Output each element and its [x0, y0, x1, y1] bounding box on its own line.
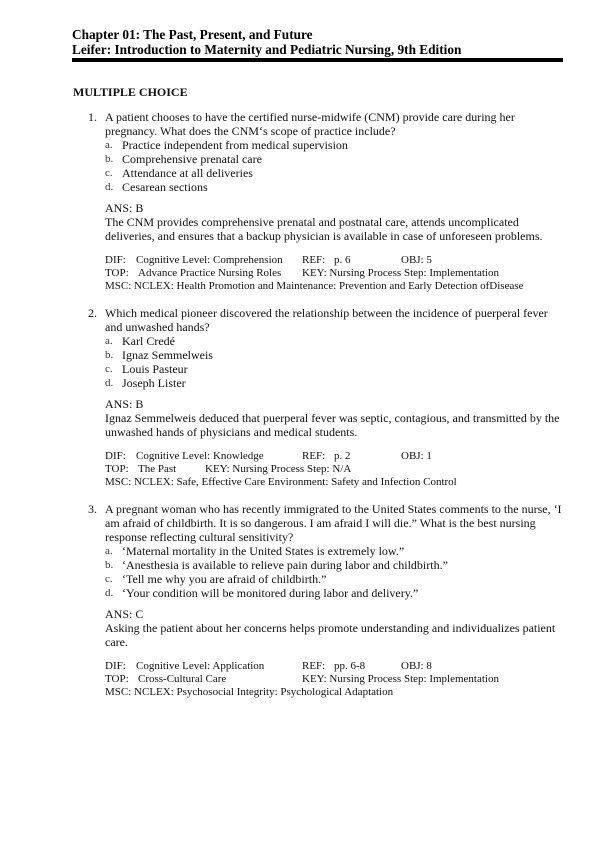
- question-number: 3.: [88, 502, 97, 516]
- question-text: A patient chooses to have the certified nurse-midwife (CNM) provide care during her pregnancy. What does the CNM‘s scope of practice include?: [105, 110, 515, 138]
- option-text: Practice independent from medical supervision: [122, 138, 348, 152]
- option-letter: d.: [105, 587, 114, 599]
- msc-value: MSC: NCLEX: Health Promotion and Maintenance: Prevention and Early Detection ofDisease: [105, 280, 524, 292]
- answer: ANS: C: [105, 607, 144, 621]
- ref-value: p. 2: [334, 450, 351, 462]
- option-letter: b.: [105, 349, 114, 361]
- question-number: 2.: [88, 306, 97, 320]
- dif-label: DIF:: [105, 450, 126, 462]
- answer: ANS: B: [105, 201, 144, 215]
- key-value: KEY: Nursing Process Step: N/A: [205, 463, 352, 475]
- question-number: 1.: [88, 110, 97, 124]
- rationale: The CNM provides comprehensive prenatal and postnatal care, attends uncomplicated deliveries, and ensures that a backup physician is available in case of unforeseen problems.: [105, 215, 543, 243]
- option-d: [88, 376, 568, 390]
- top-value: The Past: [138, 463, 177, 475]
- option-text: Comprehensive prenatal care: [122, 152, 262, 166]
- option-b: [88, 152, 568, 166]
- option-b: [88, 348, 568, 362]
- option-text: Karl Credé: [122, 334, 175, 348]
- dif-label: DIF:: [105, 660, 126, 672]
- option-text: Ignaz Semmelweis: [122, 348, 213, 362]
- key-value: KEY: Nursing Process Step: Implementation: [302, 267, 499, 279]
- option-letter: b.: [105, 559, 114, 571]
- option-a: [88, 138, 568, 152]
- question-text: A pregnant woman who has recently immigrated to the United States comments to the nurse, ‘I am afraid of childbirth. It is so dangerous. I am afraid I will die.” What is the best nursing response reflecting cultural sensitivity?: [105, 502, 562, 544]
- option-text: Louis Pasteur: [122, 362, 188, 376]
- option-c: [88, 362, 568, 376]
- ref-value: p. 6: [334, 254, 351, 266]
- question-metadata: [88, 254, 568, 293]
- document-header: [72, 27, 564, 57]
- dif-value: Cognitive Level: Comprehension: [136, 254, 283, 266]
- option-text: ‘Your condition will be monitored during labor and delivery.”: [122, 586, 419, 600]
- obj-value: OBJ: 8: [401, 660, 432, 672]
- option-c: [88, 572, 568, 586]
- chapter-title: Chapter 01: The Past, Present, and Future: [72, 27, 313, 42]
- top-label: TOP:: [105, 673, 129, 685]
- ref-value: pp. 6-8: [334, 660, 366, 672]
- obj-value: OBJ: 5: [401, 254, 432, 266]
- question-metadata: [88, 660, 568, 699]
- top-value: Advance Practice Nursing Roles: [138, 267, 282, 279]
- option-c: [88, 166, 568, 180]
- book-title: Leifer: Introduction to Maternity and Pediatric Nursing, 9th Edition: [72, 42, 462, 57]
- option-a: [88, 334, 568, 348]
- msc-value: MSC: NCLEX: Safe, Effective Care Environment: Safety and Infection Control: [105, 476, 457, 488]
- options-list: [88, 544, 568, 600]
- ref-label: REF:: [302, 254, 326, 266]
- rationale: Ignaz Semmelweis deduced that puerperal fever was septic, contagious, and transmitted by the unwashed hands of physicians and medical students.: [105, 411, 560, 439]
- option-a: [88, 544, 568, 558]
- obj-value: OBJ: 1: [401, 450, 432, 462]
- msc-value: MSC: NCLEX: Psychosocial Integrity: Psychological Adaptation: [105, 686, 394, 698]
- question-stem: [88, 306, 568, 334]
- option-text: Attendance at all deliveries: [122, 166, 253, 180]
- question-stem: [88, 110, 568, 138]
- options-list: [88, 334, 568, 390]
- option-b: [88, 558, 568, 572]
- question-text: Which medical pioneer discovered the relationship between the incidence of puerperal fever and unwashed hands?: [105, 306, 548, 334]
- option-letter: c.: [105, 167, 113, 179]
- question-metadata: [88, 450, 568, 489]
- question-stem: [88, 502, 568, 544]
- option-text: Cesarean sections: [122, 180, 208, 194]
- option-letter: d.: [105, 377, 114, 389]
- ref-label: REF:: [302, 450, 326, 462]
- header-rule: [72, 58, 563, 62]
- top-label: TOP:: [105, 463, 129, 475]
- option-text: ‘Anesthesia is available to relieve pain during labor and childbirth.”: [122, 558, 448, 572]
- answer: ANS: B: [105, 397, 144, 411]
- option-letter: a.: [105, 139, 113, 151]
- ref-label: REF:: [302, 660, 326, 672]
- top-label: TOP:: [105, 267, 129, 279]
- option-d: [88, 586, 568, 600]
- dif-value: Cognitive Level: Application: [136, 660, 265, 672]
- top-value: Cross-Cultural Care: [138, 673, 227, 685]
- question-2: [88, 306, 568, 489]
- option-letter: d.: [105, 181, 114, 193]
- option-text: ‘Maternal mortality in the United States is extremely low.”: [122, 544, 405, 558]
- option-letter: c.: [105, 363, 113, 375]
- option-letter: a.: [105, 335, 113, 347]
- options-list: [88, 138, 568, 194]
- option-letter: a.: [105, 545, 113, 557]
- question-3: [88, 502, 568, 699]
- key-value: KEY: Nursing Process Step: Implementation: [302, 673, 499, 685]
- section-title: MULTIPLE CHOICE: [73, 85, 188, 99]
- dif-label: DIF:: [105, 254, 126, 266]
- option-text: ‘Tell me why you are afraid of childbirth.”: [122, 572, 327, 586]
- option-letter: b.: [105, 153, 114, 165]
- option-d: [88, 180, 568, 194]
- dif-value: Cognitive Level: Knowledge: [136, 450, 264, 462]
- rationale: Asking the patient about her concerns helps promote understanding and individualizes patient care.: [105, 621, 556, 649]
- option-text: Joseph Lister: [122, 376, 186, 390]
- option-letter: c.: [105, 573, 113, 585]
- question-1: [88, 110, 568, 293]
